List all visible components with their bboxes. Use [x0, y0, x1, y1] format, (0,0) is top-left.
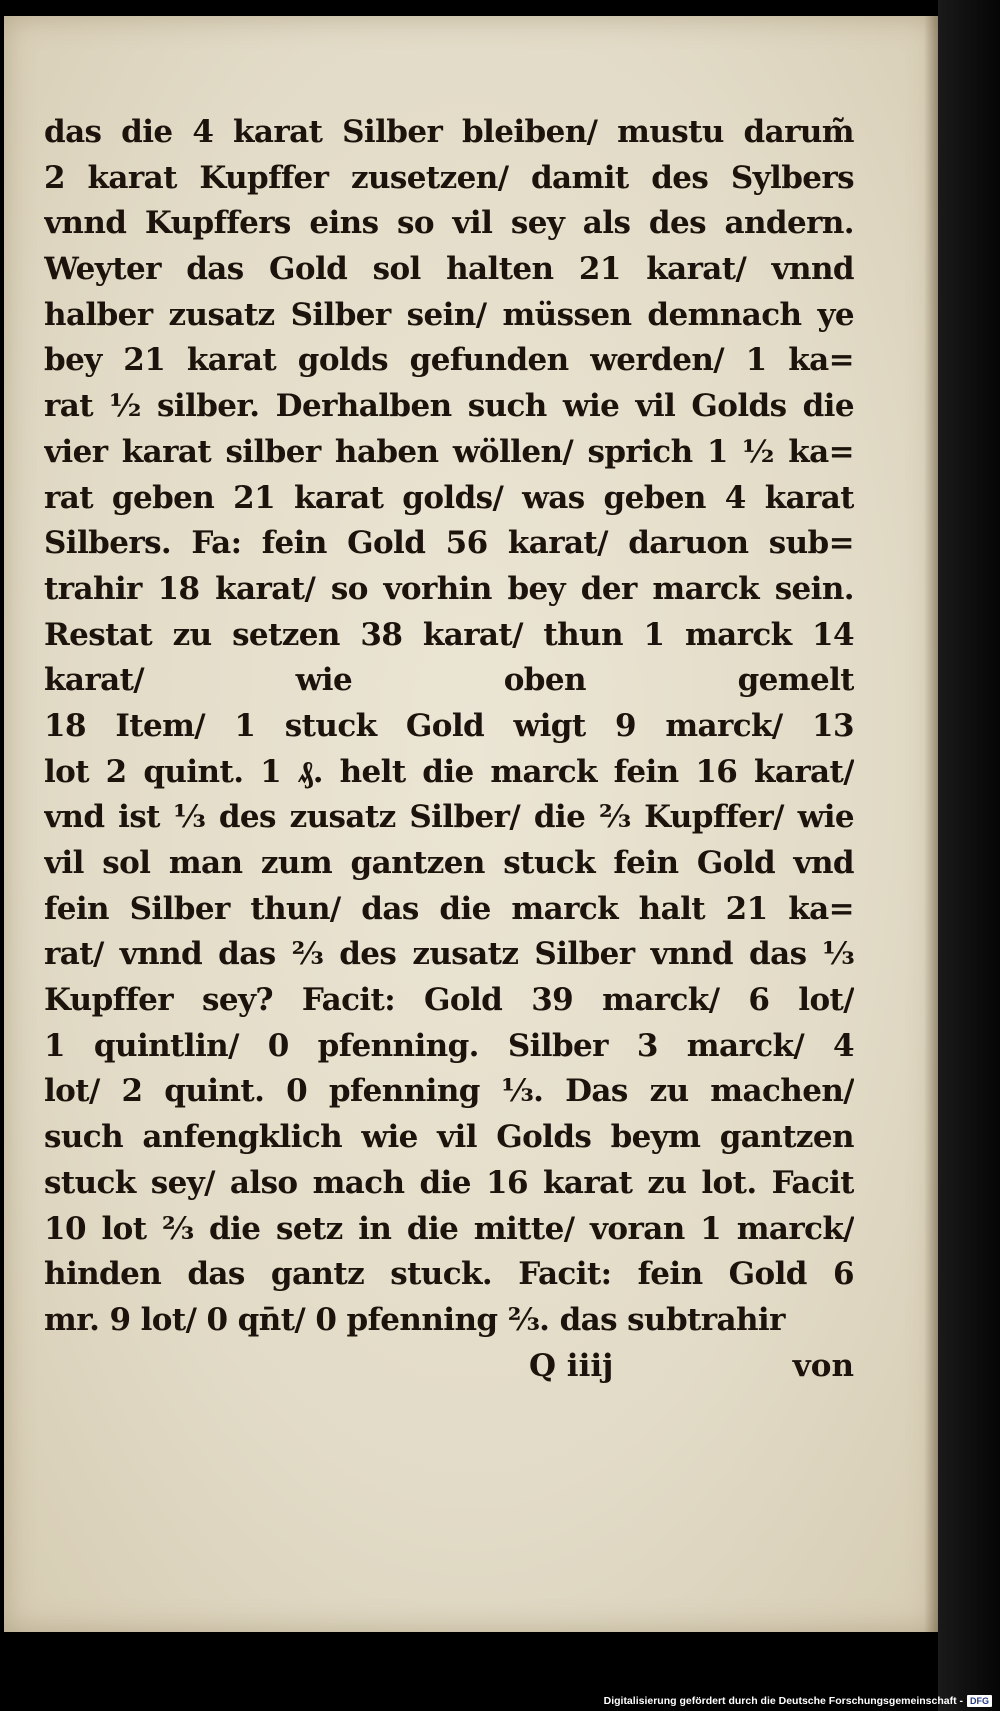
text-line: Restat zu setzen 38 karat/ thun 1 marck 14 — [44, 616, 854, 653]
text-line: such anfengklich wie vil Golds beym gantzen — [44, 1119, 854, 1156]
text-line: vnd ist ⅓ des zusatz Silber/ die ⅔ Kupffer/ wie — [44, 799, 854, 836]
catchword: von — [792, 1347, 854, 1384]
text-line: das die 4 karat Silber bleiben/ mustu darum̃ — [44, 114, 854, 150]
dfg-logo-icon: DFG — [967, 1695, 992, 1707]
text-line: rat/ vnnd das ⅔ des zusatz Silber vnnd das ⅓ — [44, 936, 854, 973]
text-line: vier karat silber haben wöllen/ sprich 1 ½ ka= — [44, 433, 854, 470]
text-line: hinden das gantz stuck. Facit: fein Gold 6 — [44, 1256, 854, 1293]
text-line: rat geben 21 karat golds/ was geben 4 karat — [44, 479, 854, 516]
footer-credit-text: Digitalisierung gefördert durch die Deutsche Forschungsgemeinschaft - — [603, 1694, 963, 1707]
text-line: karat/ wie oben gemelt — [44, 662, 854, 699]
text-line: bey 21 karat golds gefunden werden/ 1 ka= — [44, 342, 854, 379]
text-line: vil sol man zum gantzen stuck fein Gold vnd — [44, 845, 854, 881]
signature-mark: Q iiij — [529, 1347, 614, 1384]
text-line: mr. 9 lot/ 0 qn̄t/ 0 pfenning ⅔. das subtrahir — [44, 1301, 785, 1338]
signature-line — [44, 1344, 854, 1390]
text-line: lot 2 quint. 1 ₰. helt die marck fein 16 karat/ — [44, 753, 854, 790]
book-page — [4, 16, 938, 1632]
text-line: vnnd Kupffers eins so vil sey als des andern. — [44, 205, 854, 242]
book-spine-shadow — [938, 0, 1000, 1711]
text-line: lot/ 2 quint. 0 pfenning ⅓. Das zu machen/ — [44, 1073, 854, 1110]
text-line: trahir 18 karat/ so vorhin bey der marck sein. — [44, 570, 854, 607]
text-line: 2 karat Kupffer zusetzen/ damit des Sylbers — [44, 159, 854, 196]
digitization-footer — [0, 1690, 1000, 1711]
text-line: rat ½ silber. Derhalben such wie vil Golds die — [44, 388, 854, 425]
text-line: 18 Item/ 1 stuck Gold wigt 9 marck/ 13 — [44, 707, 854, 744]
text-line: stuck sey/ also mach die 16 karat zu lot. Facit — [44, 1164, 854, 1201]
page-text-block — [44, 110, 854, 1389]
text-line: Weyter das Gold sol halten 21 karat/ vnnd — [44, 251, 854, 288]
text-line: fein Silber thun/ das die marck halt 21 ka= — [44, 890, 854, 927]
text-line: Kupffer sey? Facit: Gold 39 marck/ 6 lot/ — [44, 982, 854, 1019]
text-line: Silbers. Fa: fein Gold 56 karat/ daruon sub= — [44, 525, 854, 562]
text-line: 1 quintlin/ 0 pfenning. Silber 3 marck/ 4 — [44, 1027, 854, 1064]
text-line: halber zusatz Silber sein/ müssen demnach ye — [44, 296, 854, 333]
text-line: 10 lot ⅔ die setz in die mitte/ voran 1 marck/ — [44, 1210, 854, 1247]
